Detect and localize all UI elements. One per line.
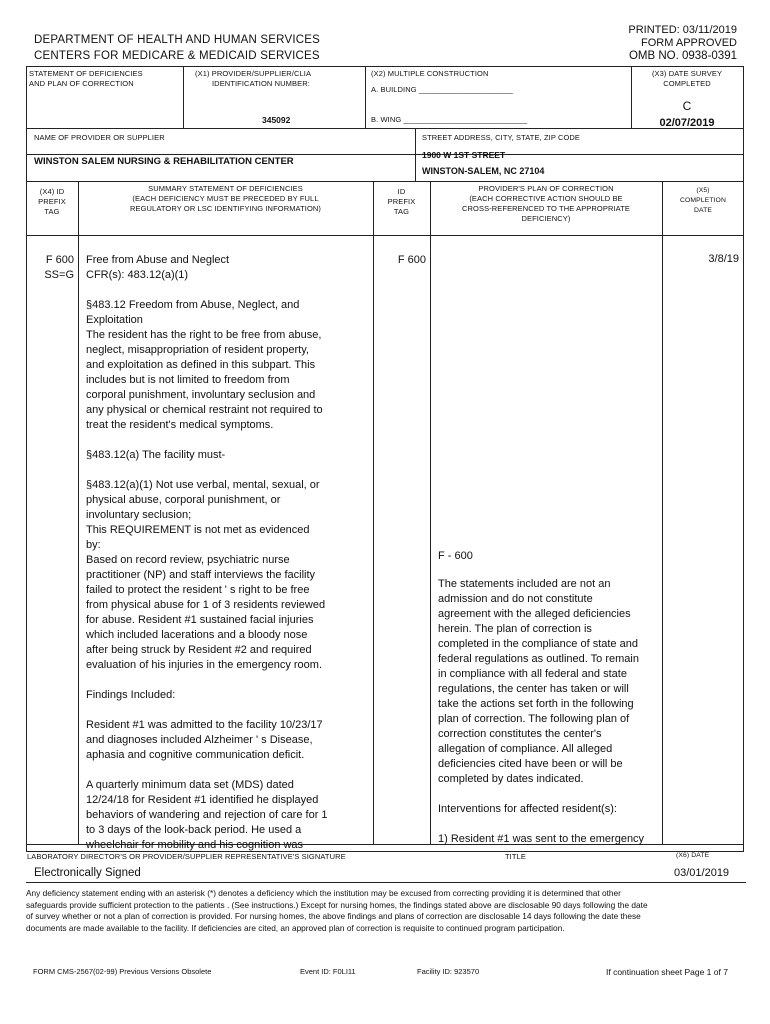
divider bbox=[430, 181, 431, 844]
divider bbox=[27, 154, 416, 155]
id-header bbox=[373, 187, 430, 217]
page-number: If continuation sheet Page 1 of 7 bbox=[606, 967, 728, 977]
plan-header-line4: DEFICIENCY) bbox=[521, 214, 571, 223]
plan-header bbox=[430, 184, 662, 224]
x4-header-line1: (X4) ID bbox=[39, 187, 65, 196]
completion-date: 3/8/19 bbox=[708, 253, 739, 265]
prefix-tag: F 600 bbox=[45, 254, 74, 266]
department-name: DEPARTMENT OF HEALTH AND HUMAN SERVICES bbox=[34, 34, 320, 46]
form-approved: FORM APPROVED bbox=[641, 37, 737, 49]
city-state-zip: WINSTON-SALEM, NC 27104 bbox=[422, 166, 545, 176]
statement-label-line1: STATEMENT OF DEFICIENCIES bbox=[29, 69, 143, 78]
disclosure-note: Any deficiency statement ending with an asterisk (*) denotes a deficiency which the institution may be excused from correcting providing it is determined that other safeguards provide sufficient protection to the patients . (See instructions.) Except for nursing homes, the findings stated above are disclosable 90 days following the date of survey whether or not a plan of correction is provided. For nursing homes, the above findings and plans of correction are disclosable 14 days following the date these documents are made available to the facility. If deficiencies are cited, an approved plan of correction is requisite to continued program participation. bbox=[26, 888, 648, 933]
summary-statement: Free from Abuse and Neglect CFR(s): 483.12(a)(1) §483.12 Freedom from Abuse, Neglect, and Exploitation The resident has the right to be free from abuse, neglect, misappropriation of resident property, and exploitation as defined in this subpart. This includes but is not limited to freedom from corporal punishment, involuntary seclusion and any physical or chemical restraint not required to treat the resident's medical symptoms. §483.12(a) The facility must- §483.12(a)(1) Not use verbal, mental, sexual, or physical abuse, corporal punishment, or involuntary seclusion; This REQUIREMENT is not met as evidenced by: Based on record review, psychiatric nurse practitioner (NP) and staff interviews the facility failed to protect the resident ' s right to be free from physical abuse for 1 of 3 residents reviewed for abuse. Resident #1 sustained facial injuries which included lacerations and a bloody nose after being struck by Resident #2 and required evaluation of his injuries in the emergency room. Findings Included: Resident #1 was admitted to the facility 10/23/17 and diagnoses included Alzheimer ' s Disease, aphasia and cognitive communication deficit. A quarterly minimum data set (MDS) dated 12/24/18 for Resident #1 identified he displayed behaviors of wandering and rejection of care for 1 to 3 days of the look-back period. He used a wheelchair for mobility and his cognition was bbox=[86, 254, 328, 851]
summary-header-line3: REGULATORY OR LSC IDENTIFYING INFORMATION) bbox=[129, 204, 322, 213]
divider bbox=[27, 235, 743, 236]
provider-name-label: NAME OF PROVIDER OR SUPPLIER bbox=[34, 133, 165, 142]
signature-value: Electronically Signed bbox=[34, 867, 141, 879]
signature-label: LABORATORY DIRECTOR'S OR PROVIDER/SUPPLIER REPRESENTATIVE'S SIGNATURE bbox=[27, 852, 346, 861]
summary-header-line2: (EACH DEFICIENCY MUST BE PRECEDED BY FULL bbox=[132, 194, 319, 203]
x3-label-line2: COMPLETED bbox=[663, 79, 711, 88]
statement-label-line2: AND PLAN OF CORRECTION bbox=[29, 79, 134, 88]
agency-name: CENTERS FOR MEDICARE & MEDICAID SERVICES bbox=[34, 50, 320, 62]
plan-of-correction: The statements included are not an admission and do not constitute agreement with the alleged deficiencies herein. The plan of correction is completed in the compliance of state and federal regulations as outlined. To remain in compliance with all federal and state regulations, the center has taken or will take the actions set forth in the following plan of correction. The following plan of correction constitutes the center's allegation of compliance. All alleged deficiencies cited have been or will be completed by dates indicated. Interventions for affected resident(s): 1) Resident #1 was sent to the emergency bbox=[438, 578, 645, 845]
summary-header-line1: SUMMARY STATEMENT OF DEFICIENCIES bbox=[148, 184, 303, 193]
divider bbox=[78, 181, 79, 844]
deficiency-tag bbox=[26, 253, 78, 283]
id-header-line2: PREFIX bbox=[387, 197, 416, 206]
x1-label-line1: (X1) PROVIDER/SUPPLIER/CLIA bbox=[195, 69, 312, 78]
plan-header-line2: (EACH CORRECTIVE ACTION SHOULD BE bbox=[469, 194, 623, 203]
statement-label bbox=[29, 69, 143, 89]
x4-header-line2: PREFIX bbox=[38, 197, 66, 206]
provider-id: 345092 bbox=[262, 115, 291, 125]
x3-label-line1: (X3) DATE SURVEY bbox=[651, 69, 723, 78]
x5-header-line1: (X5) bbox=[696, 187, 710, 194]
form-info bbox=[628, 24, 737, 63]
x5-header-line3: DATE bbox=[693, 207, 713, 214]
title-label: TITLE bbox=[505, 852, 526, 861]
x2-label: (X2) MULTIPLE CONSTRUCTION bbox=[371, 69, 489, 78]
divider bbox=[373, 181, 374, 844]
scope-severity: SS=G bbox=[44, 269, 74, 281]
survey-c: C bbox=[682, 99, 692, 113]
facility-id: Facility ID: 923570 bbox=[417, 967, 480, 976]
event-id: Event ID: F0LI11 bbox=[300, 967, 356, 976]
id-prefix-tag: F 600 bbox=[397, 254, 426, 266]
divider bbox=[365, 67, 366, 128]
id-header-line1: ID bbox=[397, 187, 406, 196]
x4-header-line3: TAG bbox=[44, 207, 60, 216]
x6-date-label: (X6) DATE bbox=[676, 852, 710, 859]
summary-header bbox=[78, 184, 373, 214]
id-header-line3: TAG bbox=[393, 207, 410, 216]
street-address: 1900 W 1ST STREET bbox=[422, 150, 506, 160]
x5-header bbox=[662, 186, 744, 216]
printed-date: PRINTED: 03/11/2019 bbox=[628, 24, 737, 36]
x1-label-line2: IDENTIFICATION NUMBER: bbox=[212, 79, 310, 88]
agency-header bbox=[34, 32, 320, 64]
omb-number: OMB NO. 0938-0391 bbox=[628, 50, 737, 62]
form-number: FORM CMS-2567(02-99) Previous Versions Obsolete bbox=[33, 967, 212, 976]
divider bbox=[27, 181, 743, 182]
divider bbox=[26, 882, 746, 883]
plan-header-line3: CROSS-REFERENCED TO THE APPROPRIATE bbox=[462, 204, 630, 213]
x3-label bbox=[632, 69, 742, 89]
building-field: A. BUILDING ______________________ bbox=[371, 85, 513, 94]
x1-label bbox=[195, 69, 311, 89]
address-label: STREET ADDRESS, CITY, STATE, ZIP CODE bbox=[422, 133, 581, 142]
divider bbox=[662, 181, 663, 844]
wing-field: B. WING _____________________________ bbox=[371, 115, 528, 124]
signature-date: 03/01/2019 bbox=[674, 867, 730, 879]
survey-date: 02/07/2019 bbox=[659, 117, 715, 129]
plan-tag: F - 600 bbox=[438, 550, 473, 562]
provider-name: WINSTON SALEM NURSING & REHABILITATION CENTER bbox=[34, 156, 294, 167]
plan-header-line1: PROVIDER'S PLAN OF CORRECTION bbox=[478, 184, 614, 193]
divider bbox=[183, 67, 184, 128]
x4-header bbox=[26, 187, 78, 217]
x5-header-line2: COMPLETION bbox=[680, 197, 726, 204]
